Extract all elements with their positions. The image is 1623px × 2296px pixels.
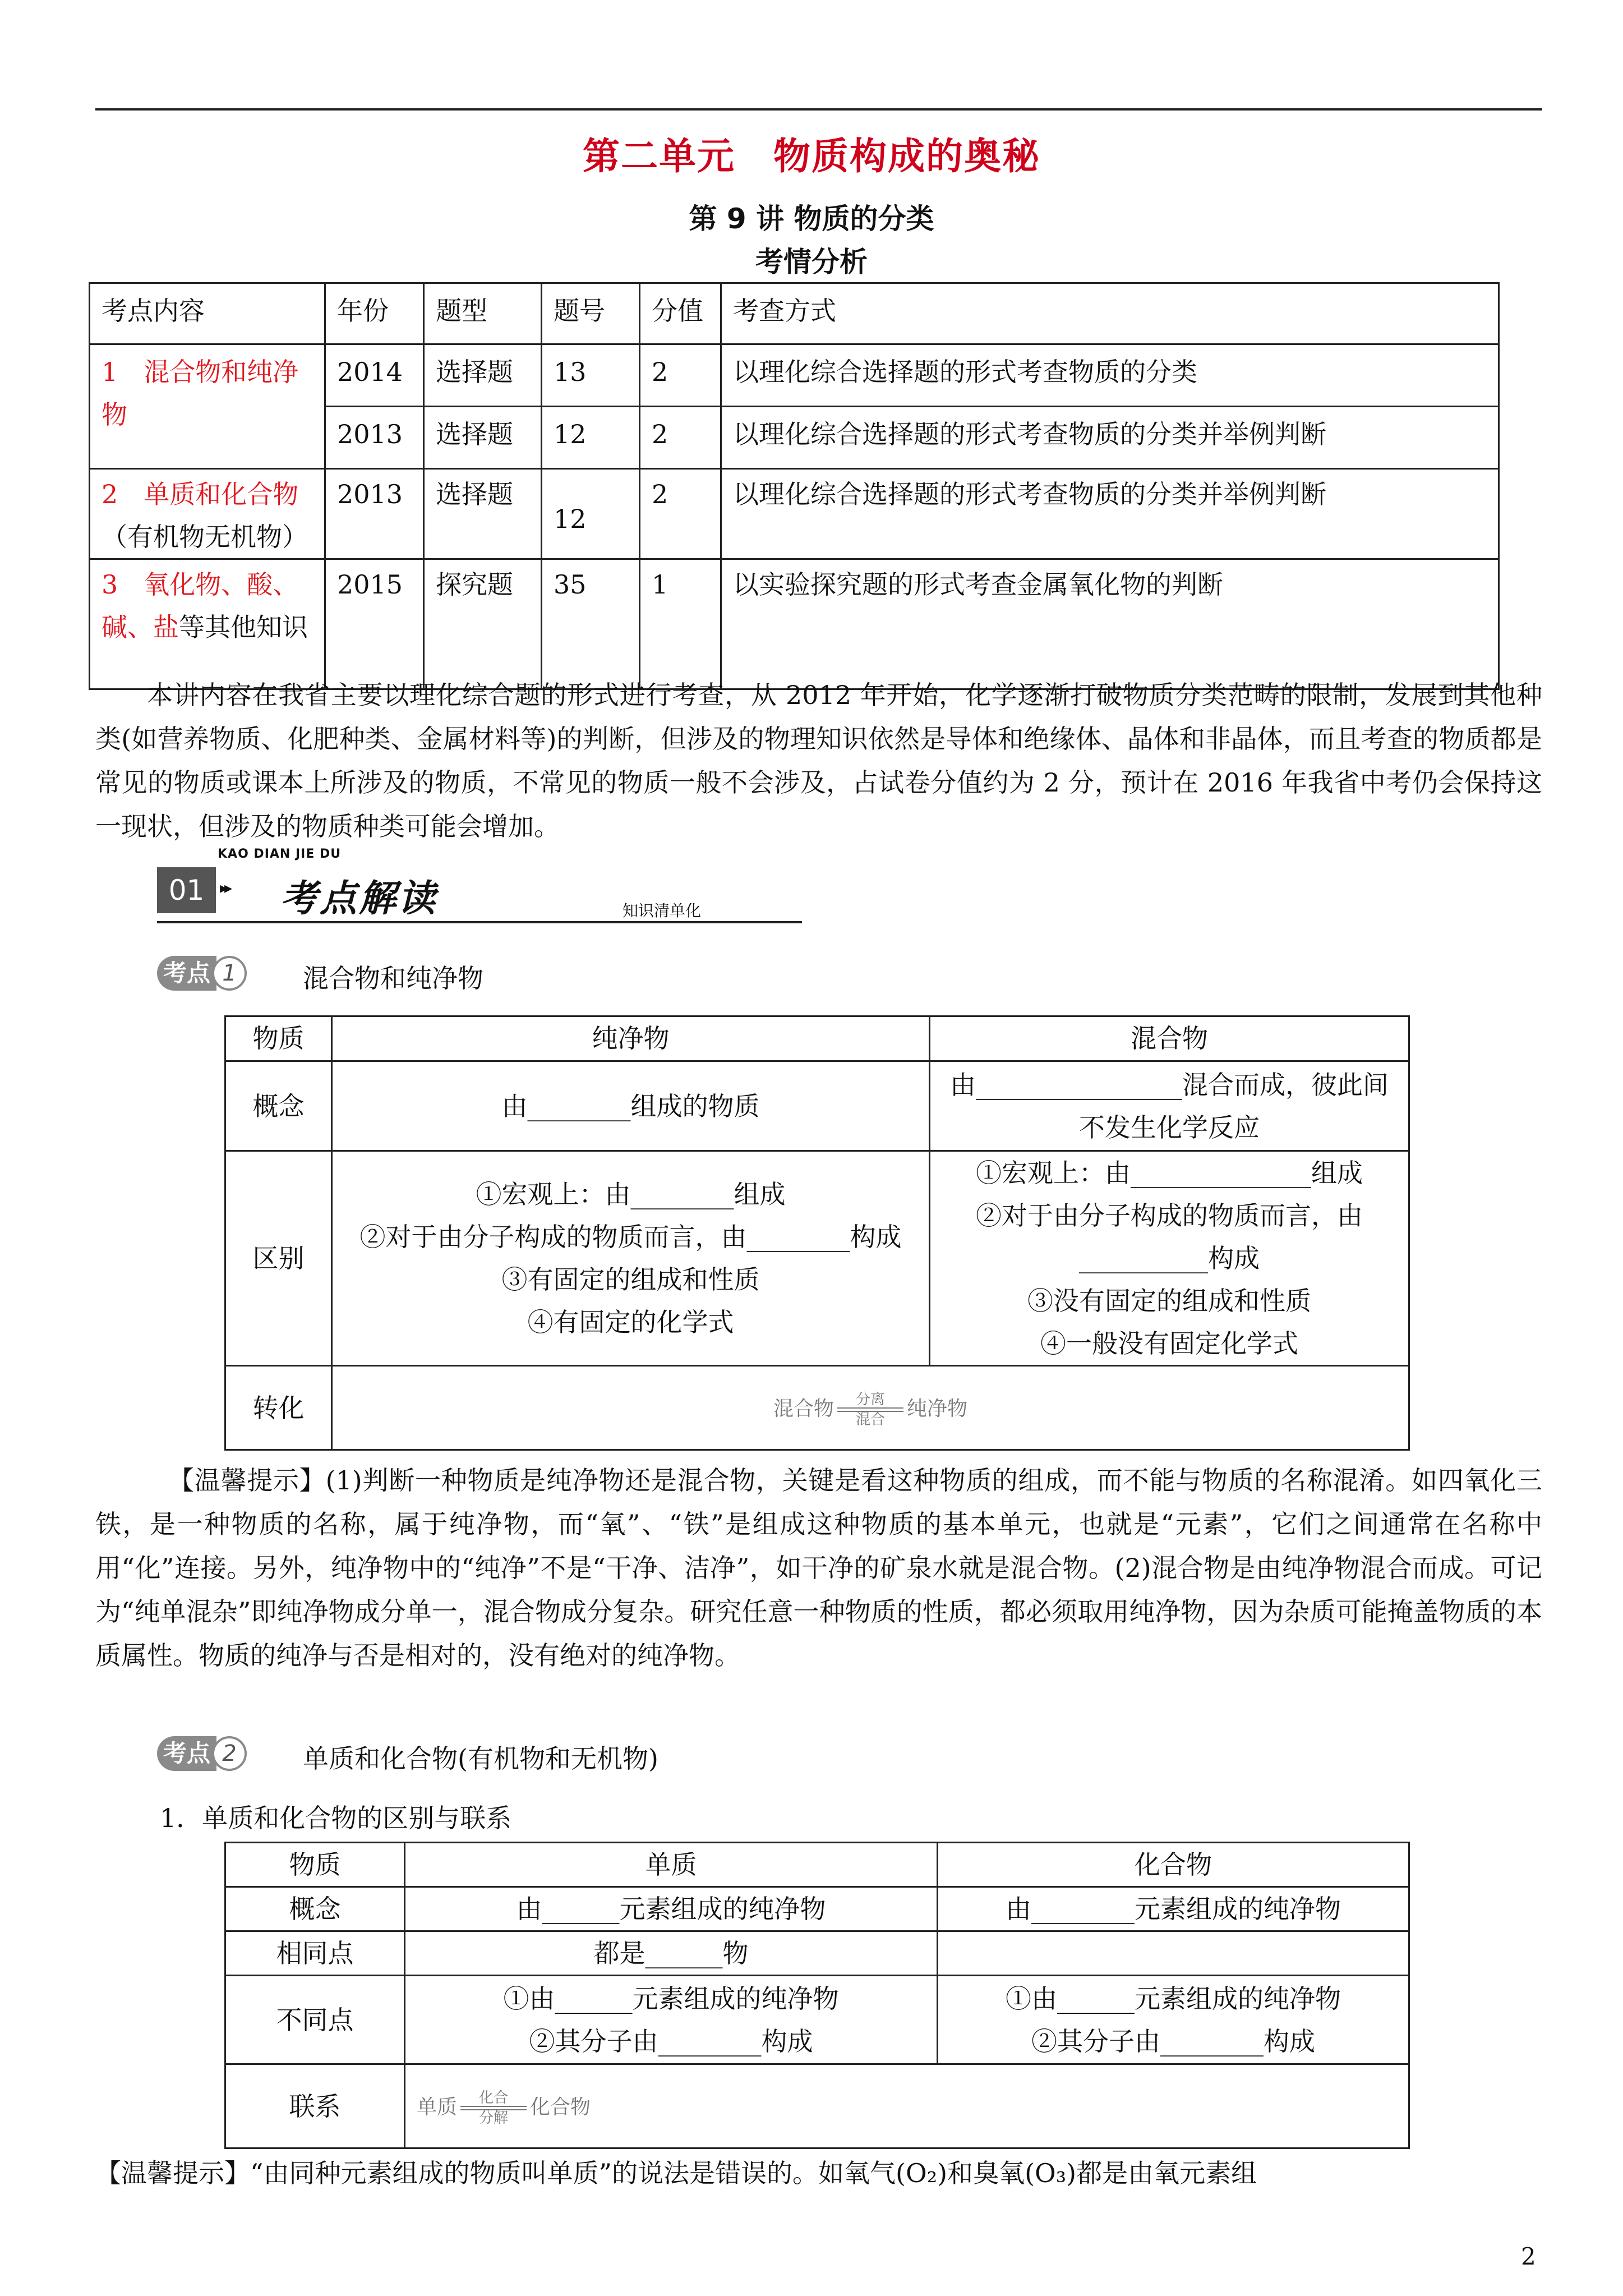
banner-pinyin: KAO DIAN JIE DU [218,847,342,861]
difference-line: ④一般没有固定化学式 [1040,1328,1298,1359]
table-header-row [90,283,1499,344]
difference-line: ①宏观上：由________组成 [476,1179,786,1209]
row-label: 区别 [225,1151,332,1366]
table-row [225,1887,1409,1931]
kaodian-index: 2 [212,1736,247,1771]
table-row [225,1931,1409,1976]
kaodian-badge: 考点 [157,956,216,991]
concept-pure: 由________组成的物质 [332,1061,930,1151]
topic-red-text: 1 混合物和纯净物 [102,357,299,430]
banner-rule [157,921,802,923]
relation-diagram [417,2086,591,2129]
different-element [405,1976,938,2064]
year-cell: 2013 [325,469,424,559]
number-cell: 12 [542,469,640,559]
kaodian-2-heading [157,1736,1054,1772]
header-cell: 混合物 [930,1016,1409,1061]
method-cell: 以理化综合选择题的形式考查物质的分类并举例判断 [721,469,1499,559]
exam-analysis-table [89,282,1500,690]
concept-element: 由______元素组成的纯净物 [405,1887,938,1931]
number-cell: 12 [542,407,640,469]
unit-title: 第二单元 物质构成的奥秘 [583,135,1040,178]
lecture-title: 第 9 讲 物质的分类 [689,203,934,235]
row-label: 相同点 [225,1931,405,1976]
table-header-row [225,1843,1409,1887]
difference-pure [332,1151,930,1366]
element-compound-table [224,1842,1410,2149]
banner-number: 01 [157,867,216,913]
kaodian-badge: 考点 [157,1736,216,1771]
year-cell: 2013 [325,407,424,469]
table-row [225,1061,1409,1151]
header-cell: 考查方式 [721,283,1499,344]
double-arrow-icon: ▸▸ [220,878,229,897]
row-label: 概念 [225,1887,405,1931]
same-text: 都是______物 [405,1931,938,1976]
header-cell: 考点内容 [90,283,325,344]
different-line: ①由______元素组成的纯净物 [1006,1983,1341,2014]
header-cell: 化合物 [938,1843,1409,1887]
type-cell: 选择题 [424,469,542,559]
topic-red-text: 3 氧化物、酸、碱、盐 [102,569,299,642]
difference-line: ①宏观上：由______________组成 [976,1158,1363,1188]
top-rule [95,108,1542,111]
number-cell: 13 [542,344,640,407]
number-cell: 35 [542,559,640,689]
difference-mix [930,1151,1409,1366]
concept-mix: 由________________混合而成，彼此间不发生化学反应 [930,1061,1409,1151]
reversible-arrow-icon [460,2090,527,2127]
table-row [90,469,1499,559]
different-compound [938,1976,1409,2064]
concept-compound: 由________元素组成的纯净物 [938,1887,1409,1931]
method-cell: 以理化综合选择题的形式考查物质的分类并举例判断 [721,407,1499,469]
relation-left: 单质 [417,2096,458,2119]
table-row [90,344,1499,407]
arrow-top-label: 分离 [855,1391,885,1408]
kaodian-1-heading [157,956,830,992]
tip-paragraph-1: 【温馨提示】(1)判断一种物质是纯净物还是混合物，关键是看这种物质的组成，而不能与物质的名称混淆。如四氧化三铁，是一种物质的名称，属于纯净物，而“氧”、“铁”是组成这种物质的基本单元，也就是“元素”，它们之间通常在名称中用“化”连接。另外，纯净物中的“纯净”不是“干净、洁净”，如干净的矿泉水就是混合物。(2)混合物是由纯净物混合而成。可记为“纯单混杂”即纯净物成分单一，混合物成分复杂。研究任意一种物质的性质，都必须取用纯净物，因为杂质可能掩盖物质的本质属性。物质的纯净与否是相对的，没有绝对的纯净物。 [95,1465,1542,1671]
score-cell: 1 [640,559,721,689]
table-row [225,1366,1409,1450]
kaodian-title: 混合物和纯净物 [303,963,483,993]
difference-line: ③没有固定的组成和性质 [1027,1286,1311,1316]
section-banner [157,847,802,926]
type-cell: 选择题 [424,407,542,469]
header-cell: 题型 [424,283,542,344]
arrow-top-label: 化合 [479,2090,509,2106]
conversion-diagram [773,1388,967,1430]
table-row [90,559,1499,689]
different-line: ①由______元素组成的纯净物 [503,1983,839,2014]
header-cell: 年份 [325,283,424,344]
row-label: 不同点 [225,1976,405,2064]
score-cell: 2 [640,344,721,407]
row-label: 转化 [225,1366,332,1450]
intro-paragraph: 本讲内容在我省主要以理化综合题的形式进行考查，从 2012 年开始，化学逐渐打破物质分类范畴的限制，发展到其他种类(如营养物质、化肥种类、金属材料等)的判断，但涉及的物理知识依然是导体和绝缘体、晶体和非晶体，而且考查的物质都是常见的物质或课本上所涉及的物质，不常见的物质一般不会涉及，占试卷分值约为 2 分，预计在 2016 年我省中考仍会保持这一现状，但涉及的物质种类可能会增加。 [95,680,1542,841]
different-line: ②其分子由________构成 [529,2026,813,2056]
header-cell: 分值 [640,283,721,344]
difference-line: ③有固定的组成和性质 [501,1264,760,1295]
table-header-row [225,1016,1409,1061]
topic-red-text: 2 单质和化合物 [102,479,299,509]
arrow-bottom-label: 混合 [855,1411,885,1428]
conversion-left: 混合物 [773,1397,834,1420]
analysis-title: 考情分析 [755,246,868,278]
topic-text: 等其他知识 [179,612,308,642]
different-line: ②其分子由________构成 [1031,2026,1315,2056]
mixture-pure-table [224,1015,1410,1451]
difference-line: ②对于由分子构成的物质而言，由________构成 [359,1222,902,1252]
type-cell: 选择题 [424,344,542,407]
topic-text: （有机物无机物） [102,522,308,552]
difference-line: ②对于由分子构成的物质而言，由__________构成 [976,1200,1363,1273]
year-cell: 2015 [325,559,424,689]
table-row [225,1151,1409,1366]
conversion-right: 纯净物 [907,1397,968,1420]
type-cell: 探究题 [424,559,542,689]
method-cell: 以理化综合选择题的形式考查物质的分类 [721,344,1499,407]
kaodian-title: 单质和化合物(有机物和无机物) [303,1743,658,1774]
header-cell: 纯净物 [332,1016,930,1061]
difference-line: ④有固定的化学式 [527,1307,734,1337]
row-label: 联系 [225,2064,405,2148]
row-label: 概念 [225,1061,332,1151]
score-cell: 2 [640,469,721,559]
banner-subtitle: 知识清单化 [623,901,702,920]
reversible-arrow-icon [837,1392,903,1426]
empty-cell [938,1931,1409,1976]
header-cell: 物质 [225,1016,332,1061]
kaodian-index: 1 [212,956,247,991]
header-cell: 题号 [542,283,640,344]
relation-right: 化合物 [530,2096,591,2119]
relation-cell [405,2064,1409,2148]
table-row [225,1976,1409,2064]
table-row [225,2064,1409,2148]
arrow-bottom-label: 分解 [479,2110,509,2127]
year-cell: 2014 [325,344,424,407]
header-cell: 物质 [225,1843,405,1887]
conversion-cell [332,1366,1409,1450]
method-cell: 以实验探究题的形式考查金属氧化物的判断 [721,559,1499,689]
header-cell: 单质 [405,1843,938,1887]
tip-paragraph-2: 【温馨提示】“由同种元素组成的物质叫单质”的说法是错误的。如氧气(O₂)和臭氧(O₃)都是由氧元素组 [95,2158,1257,2188]
score-cell: 2 [640,407,721,469]
list-heading: 1．单质和化合物的区别与联系 [160,1803,512,1833]
topic-cell [90,344,325,469]
page-number: 2 [1521,2243,1536,2270]
banner-title: 考点解读 [280,877,437,920]
topic-cell [90,559,325,689]
topic-cell [90,469,325,559]
